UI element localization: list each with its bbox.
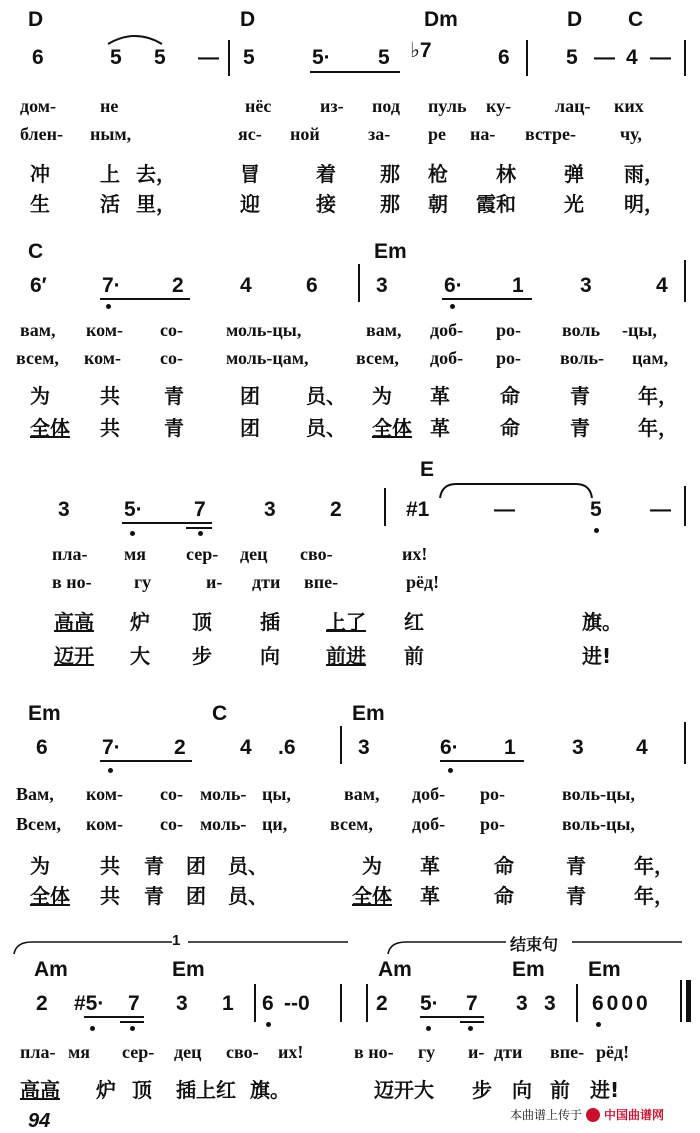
lyric: вам, [20, 320, 56, 340]
lyric: 员、 [228, 854, 268, 878]
lyric: 高高 [20, 1078, 60, 1102]
note: 6 [32, 46, 44, 69]
lyric: доб- [412, 814, 446, 834]
underline-beam [442, 298, 532, 300]
note: 3 [516, 992, 528, 1015]
lyric: 迈开大 [374, 1078, 434, 1102]
lyric: 前 [404, 644, 424, 668]
note: 3 [572, 736, 584, 759]
note: #5· [74, 992, 105, 1015]
chord-symbol: Em [512, 958, 545, 981]
note: 4 [656, 274, 668, 297]
note: 5· [420, 992, 439, 1015]
lyric: 青 [566, 854, 586, 878]
lyric: цы, [262, 784, 291, 804]
note: — [650, 46, 671, 69]
lyric: чу, [620, 124, 642, 144]
lyric: 青 [570, 416, 590, 440]
note: ♭7 [410, 39, 432, 62]
note: 2 [172, 274, 184, 297]
note: 6· [440, 736, 459, 759]
lyric: вам, [344, 784, 380, 804]
lyric: вам, [366, 320, 402, 340]
lyric: 雨， [624, 162, 664, 186]
lyric: 革 [420, 884, 440, 908]
lyric: дти [252, 572, 281, 592]
lyric: лац- [555, 96, 591, 116]
underline-beam [84, 1016, 144, 1018]
chord-symbol: E [420, 458, 435, 481]
lyric: всем, [356, 348, 399, 368]
site-name: 中国曲谱网 [604, 1108, 665, 1122]
lyric: 接 [316, 192, 336, 216]
lyric: 迈开 [54, 644, 94, 668]
barline [366, 984, 368, 1022]
lyric: 向 [260, 644, 280, 668]
lyric: ро- [480, 814, 506, 834]
lyric: 团 [240, 416, 260, 440]
low-octave-dot [198, 531, 203, 536]
lyric: 命 [494, 884, 514, 908]
note: 3 [544, 992, 556, 1015]
note: --0 [284, 992, 310, 1015]
barline [254, 984, 256, 1022]
lyric: ро- [496, 348, 522, 368]
barline [526, 40, 528, 76]
lyric: гу [134, 572, 152, 592]
lyric: Всем, [16, 814, 61, 834]
low-octave-dot [468, 1026, 473, 1031]
lyric: ре [428, 124, 446, 144]
lyric: в но- [354, 1042, 394, 1062]
lyric: доб- [430, 320, 464, 340]
lyric: 青 [144, 854, 164, 878]
note: 4 [240, 274, 252, 297]
lyric: 冲 [30, 162, 50, 186]
note: 6000 [592, 992, 651, 1015]
lyric: нёс [245, 96, 272, 116]
lyric: 全体 [352, 884, 392, 908]
barline [340, 726, 342, 764]
lyric: 炉 [96, 1078, 116, 1102]
lyric: со- [160, 814, 183, 834]
note: 3 [376, 274, 388, 297]
ending-label: 结束句 [510, 935, 559, 954]
barline [684, 486, 686, 526]
lyric: 插上红 [176, 1078, 236, 1102]
lyric: 员、 [228, 884, 268, 908]
lyric: 冒 [240, 162, 260, 186]
site-logo-icon [586, 1108, 600, 1122]
note: 5 [566, 46, 578, 69]
lyric: их! [278, 1042, 304, 1062]
lyric: пла- [52, 544, 88, 564]
low-octave-dot [596, 1022, 601, 1027]
lyric: 命 [500, 384, 520, 408]
note: #1 [406, 498, 430, 521]
slur [100, 28, 170, 48]
lyric: 团 [240, 384, 260, 408]
chord-symbol: C [28, 240, 44, 263]
lyric: ку- [486, 96, 512, 116]
barline [384, 488, 386, 526]
note: 7 [128, 992, 140, 1015]
underline-beam [120, 1021, 144, 1023]
lyric: 进! [590, 1078, 620, 1102]
lyric: 弹 [564, 162, 584, 186]
note: 7 [466, 992, 478, 1015]
lyric: пла- [20, 1042, 56, 1062]
note: 2 [36, 992, 48, 1015]
lyric: ро- [480, 784, 506, 804]
note: 5· [124, 498, 143, 521]
note: .6 [278, 736, 296, 759]
lyric: моль- [200, 814, 247, 834]
lyric: 生 [30, 192, 50, 216]
note: 1 [504, 736, 516, 759]
low-octave-dot [90, 1026, 95, 1031]
lyric: воль-цы, [562, 784, 635, 804]
lyric: дом- [20, 96, 57, 116]
lyric: моль-цам, [226, 348, 309, 368]
note: — [494, 498, 515, 521]
volta-number: 1 [172, 932, 181, 949]
lyric: 里， [136, 192, 176, 216]
note: — [594, 46, 615, 69]
lyric: 那 [380, 192, 400, 216]
lyric: 顶 [192, 610, 212, 634]
lyric: ци, [262, 814, 288, 834]
lyric: и- [468, 1042, 485, 1062]
lyric: рёд! [596, 1042, 630, 1062]
lyric: 步 [472, 1078, 492, 1102]
lyric: 员、 [306, 384, 346, 408]
lyric: ком- [86, 814, 124, 834]
chord-symbol: Am [378, 958, 412, 981]
note: — [198, 46, 219, 69]
note: 6′ [30, 274, 47, 297]
note: 5 [378, 46, 390, 69]
lyric: всем, [330, 814, 373, 834]
barline [358, 264, 360, 302]
lyric: ком- [84, 348, 122, 368]
chord-symbol: C [628, 8, 644, 31]
chord-symbol: Em [374, 240, 407, 263]
lyric: 大 [130, 644, 150, 668]
note: 3 [580, 274, 592, 297]
lyric: 光 [564, 192, 584, 216]
chord-symbol: D [567, 8, 583, 31]
note: 2 [376, 992, 388, 1015]
lyric: ро- [496, 320, 522, 340]
note: 4 [636, 736, 648, 759]
lyric: 青 [566, 884, 586, 908]
underline-beam [100, 298, 190, 300]
chord-symbol: Em [588, 958, 621, 981]
lyric: и- [206, 572, 223, 592]
lyric: ком- [86, 784, 124, 804]
lyric: доб- [412, 784, 446, 804]
lyric: воль- [560, 348, 604, 368]
lyric: 着 [316, 162, 336, 186]
barline [576, 984, 578, 1022]
lyric: 霞和 [476, 192, 516, 216]
lyric: 团 [186, 854, 206, 878]
lyric: рёд! [406, 572, 440, 592]
note: 3 [58, 498, 70, 521]
note: 6 [36, 736, 48, 759]
chord-symbol: D [28, 8, 44, 31]
note: 5 [243, 46, 255, 69]
lyric: ких [614, 96, 644, 116]
lyric: гу [418, 1042, 436, 1062]
lyric: 员、 [306, 416, 346, 440]
lyric: 去， [136, 162, 176, 186]
note: 6 [262, 992, 274, 1015]
lyric: 全体 [30, 884, 70, 908]
lyric: сер- [122, 1042, 155, 1062]
lyric: не [100, 96, 119, 116]
low-octave-dot [448, 768, 453, 773]
barline [684, 260, 686, 302]
lyric: пуль [428, 96, 467, 116]
lyric: 全体 [30, 416, 70, 440]
lyric: 命 [494, 854, 514, 878]
note: 5· [312, 46, 331, 69]
lyric: 青 [144, 884, 164, 908]
underline-beam [460, 1021, 484, 1023]
lyric: 团 [186, 884, 206, 908]
lyric: мя [124, 544, 146, 564]
lyric: 明， [624, 192, 664, 216]
chord-symbol: Em [28, 702, 61, 725]
note: 5 [590, 498, 602, 521]
lyric: 革 [430, 416, 450, 440]
lyric: 年， [638, 384, 678, 408]
lyric: 旗。 [582, 610, 622, 634]
lyric: их! [402, 544, 428, 564]
lyric: впе- [550, 1042, 585, 1062]
note: 3 [358, 736, 370, 759]
lyric: моль- [200, 784, 247, 804]
site-watermark [510, 1106, 664, 1123]
lyric: сво- [226, 1042, 259, 1062]
lyric: сво- [300, 544, 333, 564]
lyric: 共 [100, 384, 120, 408]
lyric: со- [160, 348, 183, 368]
note: 3 [264, 498, 276, 521]
low-octave-dot [130, 1026, 135, 1031]
lyric: из- [320, 96, 344, 116]
barline [684, 722, 686, 764]
low-octave-dot [106, 304, 111, 309]
chord-symbol: Em [352, 702, 385, 725]
lyric: 共 [100, 416, 120, 440]
underline-beam [440, 760, 524, 762]
note: 1 [222, 992, 234, 1015]
lyric: яс- [238, 124, 262, 144]
lyric: 革 [430, 384, 450, 408]
underline-beam [122, 522, 212, 524]
lyric: 前 [550, 1078, 570, 1102]
final-barline-thick [686, 980, 691, 1022]
lyric: 红 [404, 610, 424, 634]
lyric: 全体 [372, 416, 412, 440]
lyric: 为 [372, 384, 392, 408]
lyric: мя [68, 1042, 90, 1062]
lyric: 进! [582, 644, 612, 668]
lyric: 林 [496, 162, 516, 186]
chord-symbol: D [240, 8, 256, 31]
note: 7· [102, 736, 121, 759]
note: 7· [102, 274, 121, 297]
lyric: дти [494, 1042, 523, 1062]
note: 3 [176, 992, 188, 1015]
lyric: дец [174, 1042, 202, 1062]
tie [436, 478, 596, 500]
lyric: впе- [304, 572, 339, 592]
note: 6· [444, 274, 463, 297]
note: 4 [240, 736, 252, 759]
lyric: блен- [20, 124, 64, 144]
lyric: 为 [362, 854, 382, 878]
note: 6 [306, 274, 318, 297]
chord-symbol: C [212, 702, 228, 725]
lyric: за- [368, 124, 391, 144]
note: 2 [330, 498, 342, 521]
lyric: 青 [570, 384, 590, 408]
lyric: 枪 [428, 162, 448, 186]
note: 7 [194, 498, 206, 521]
lyric: 革 [420, 854, 440, 878]
lyric: цам, [632, 348, 669, 368]
lyric: всем, [16, 348, 59, 368]
chord-symbol: Am [34, 958, 68, 981]
lyric: 高高 [54, 610, 94, 634]
low-octave-dot [594, 528, 599, 533]
lyric: ным, [90, 124, 132, 144]
lyric: 青 [164, 384, 184, 408]
chord-symbol: Dm [424, 8, 458, 31]
note: 2 [174, 736, 186, 759]
underline-beam [420, 1016, 484, 1018]
low-octave-dot [266, 1022, 271, 1027]
lyric: 命 [500, 416, 520, 440]
lyric: 青 [164, 416, 184, 440]
barline [340, 984, 342, 1022]
final-barline-thin [680, 980, 682, 1022]
lyric: 上了 [326, 610, 366, 634]
lyric: 旗。 [250, 1078, 290, 1102]
barline [684, 40, 686, 76]
lyric: 迎 [240, 192, 260, 216]
low-octave-dot [130, 531, 135, 536]
lyric: на- [470, 124, 496, 144]
lyric: дец [240, 544, 268, 564]
lyric: в но- [52, 572, 92, 592]
barline [228, 40, 230, 76]
lyric: 上 [100, 162, 120, 186]
underline-beam [186, 527, 212, 529]
lyric: доб- [430, 348, 464, 368]
lyric: 朝 [428, 192, 448, 216]
lyric: Вам, [16, 784, 54, 804]
lyric: 向 [512, 1078, 532, 1102]
lyric: воль [562, 320, 600, 340]
lyric: ком- [86, 320, 124, 340]
lyric: 年， [634, 854, 674, 878]
note: 4 [626, 46, 638, 69]
lyric: 炉 [130, 610, 150, 634]
volta-bracket-1 [12, 936, 352, 956]
note: 5 [110, 46, 122, 69]
lyric: 为 [30, 854, 50, 878]
lyric: 顶 [132, 1078, 152, 1102]
lyric: воль-цы, [562, 814, 635, 834]
note: — [650, 498, 671, 521]
lyric: 插 [260, 610, 280, 634]
lyric: 为 [30, 384, 50, 408]
lyric: сер- [186, 544, 219, 564]
lyric: 活 [100, 192, 120, 216]
underline-beam [310, 71, 400, 73]
source-text: 本曲谱上传于 [510, 1108, 583, 1122]
chord-symbol: Em [172, 958, 205, 981]
lyric: ной [290, 124, 320, 144]
lyric: со- [160, 320, 183, 340]
underline-beam [100, 760, 192, 762]
lyric: 前进 [326, 644, 366, 668]
lyric: встре- [525, 124, 576, 144]
lyric: 那 [380, 162, 400, 186]
note: 5 [154, 46, 166, 69]
lyric: под [372, 96, 400, 116]
lyric: 年， [638, 416, 678, 440]
page-number: 94 [28, 1110, 51, 1132]
lyric: 步 [192, 644, 212, 668]
lyric: моль-цы, [226, 320, 302, 340]
note: 1 [512, 274, 524, 297]
low-octave-dot [426, 1026, 431, 1031]
lyric: 共 [100, 854, 120, 878]
lyric: -цы, [622, 320, 657, 340]
lyric: со- [160, 784, 183, 804]
low-octave-dot [108, 768, 113, 773]
low-octave-dot [450, 304, 455, 309]
lyric: 年， [634, 884, 674, 908]
lyric: 共 [100, 884, 120, 908]
note: 6 [498, 46, 510, 69]
